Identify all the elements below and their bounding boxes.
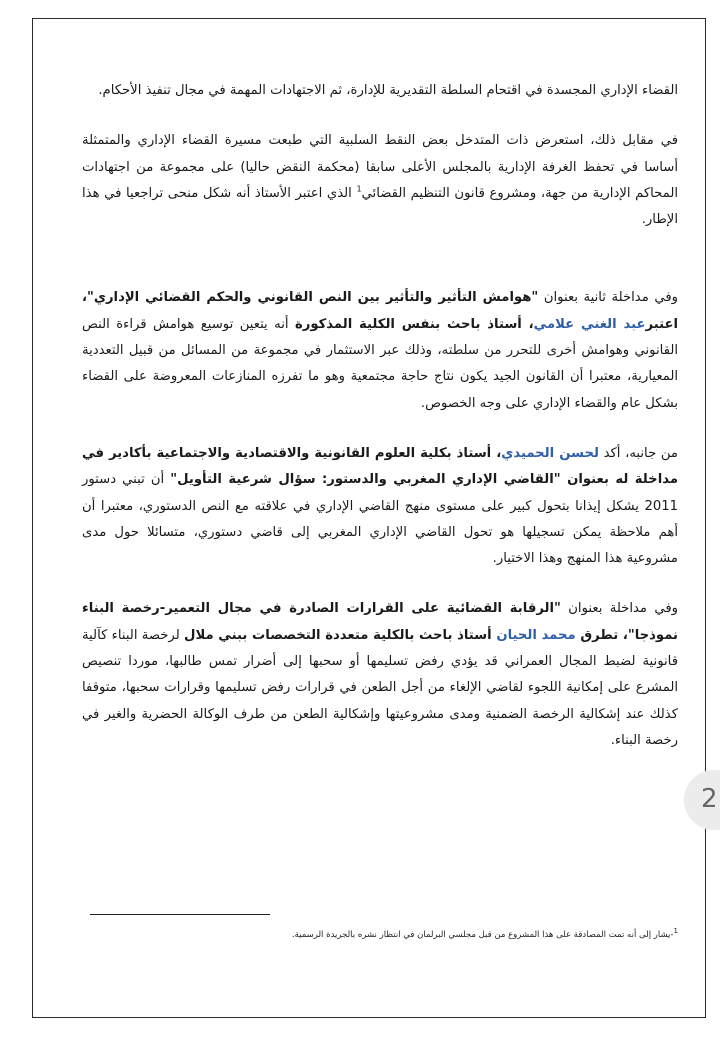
speaker-name: لحسن الحميدي bbox=[501, 445, 599, 461]
footnote-number: 1 bbox=[673, 926, 678, 935]
speaker-name: عبد الغني علامي bbox=[533, 316, 646, 332]
paragraph-3: وفي مداخلة ثانية بعنوان "هوامش التأثير والتأثير بين النص القانوني والحكم القضائي الإداري"، اعتبرعبد الغني علامي، أستاذ باحث بنفس الكلية المذكورة أنه يتعين توسيع هوامش قراءة النص القانوني وهوامش أخرى للتحرر من سلطته، وذلك عبر الاستثمار في مجموعة من المسائل من قبيل التعددية المعيارية، معتبرا أن القانون الجيد يكون نتاج حاجة مجتمعية وهو ما تفرزه المنازعات المعروضة على القضاء بشكل عام والقضاء الإداري على وجه الخصوص. bbox=[82, 290, 678, 411]
talk-title: "هوامش التأثير والتأثير بين النص القانوني والحكم القضائي الإداري"، اعتبر bbox=[82, 290, 678, 332]
speaker-name: محمد الحيان bbox=[496, 627, 576, 643]
paragraph-5: وفي مداخلة بعنوان "الرقابة القضائية على القرارات الصادرة في مجال التعمير-رخصة البناء نموذجا"، تطرق محمد الحيان أستاذ باحث بالكلية متعددة التخصصات ببني ملال لرخصة البناء كآلية قانونية لضبط المجال العمراني قد يؤدي رفض تسليمها أو سحبها إلى أضرار تمس طالبها، موردا تنصيص المشرع على إمكانية اللجوء لقاضي الإلغاء من أجل الطعن في قرارات رفض تسليمها وقرارات سحبها، متوقفا كذلك عند إشكالية الرخصة الضمنية ومدى مشروعيتها وإشكالية الطعن من طرف الوكالة الحضرية والغير في رخصة البناء. bbox=[82, 601, 678, 748]
page-number: 2 bbox=[701, 784, 718, 814]
footnote-divider bbox=[90, 914, 270, 915]
footnote-text: -يشار إلى أنه تمت المصادقة على هذا المشروع من قبل مجلسي البرلمان في انتظار نشره بالجريدة الرسمية. bbox=[291, 929, 674, 940]
paragraph-2: في مقابل ذلك، استعرض ذات المتدخل بعض النقط السلبية التي طبعت مسيرة القضاء الإداري والمتمثلة أساسا في تحفظ الغرفة الإدارية بالمجلس الأعلى سابقا (محكمة النقض حاليا) على مجموعة من اجتهادات المحاكم الإدارية من جهة، ومشروع قانون التنظيم القضائي$^1$ الذي اعتبر الأستاذ أنه شكل منحى تراجعيا في هذا الإطار. bbox=[82, 133, 678, 228]
talk-title: "الرقابة القضائية على القرارات الصادرة في مجال التعمير-رخصة البناء نموذجا"، تطرق bbox=[82, 601, 678, 643]
footnote bbox=[90, 924, 678, 942]
footnote-reference[interactable]: 1 bbox=[356, 184, 362, 194]
speaker-role: ، أستاذ بكلية العلوم القانونية والاقتصادية والاجتماعية بأكادير في مداخلة له بعنوان "القاضي الإداري المغربي والدستور: سؤال شرعية التأويل" bbox=[82, 445, 678, 488]
paragraph-1: القضاء الإداري المجسدة في اقتحام السلطة التقديرية للإدارة، ثم الاجتهادات المهمة في مجال تنفيذ الأحكام. bbox=[98, 83, 678, 98]
paragraph-4: من جانبه، أكد لحسن الحميدي، أستاذ بكلية العلوم القانونية والاقتصادية والاجتماعية بأكادير في مداخلة له بعنوان "القاضي الإداري المغربي والدستور: سؤال شرعية التأويل" أن تبني دستور 2011 يشكل إيذانا بتحول كبير على مستوى منهج القاضي الإداري في علاقته مع النص الدستوري، معتبرا أن أهم ملاحظة يمكن تسجيلها هو تحول القاضي الإداري المغربي إلى قاضي دستوري، متسائلا حول مدى مشروعية هذا المنهج وهذا الاختيار. bbox=[82, 445, 678, 567]
speaker-role: أستاذ باحث بالكلية متعددة التخصصات ببني ملال bbox=[184, 627, 497, 643]
body-text bbox=[82, 78, 678, 754]
speaker-role: ، أستاذ باحث بنفس الكلية المذكورة bbox=[294, 316, 534, 332]
